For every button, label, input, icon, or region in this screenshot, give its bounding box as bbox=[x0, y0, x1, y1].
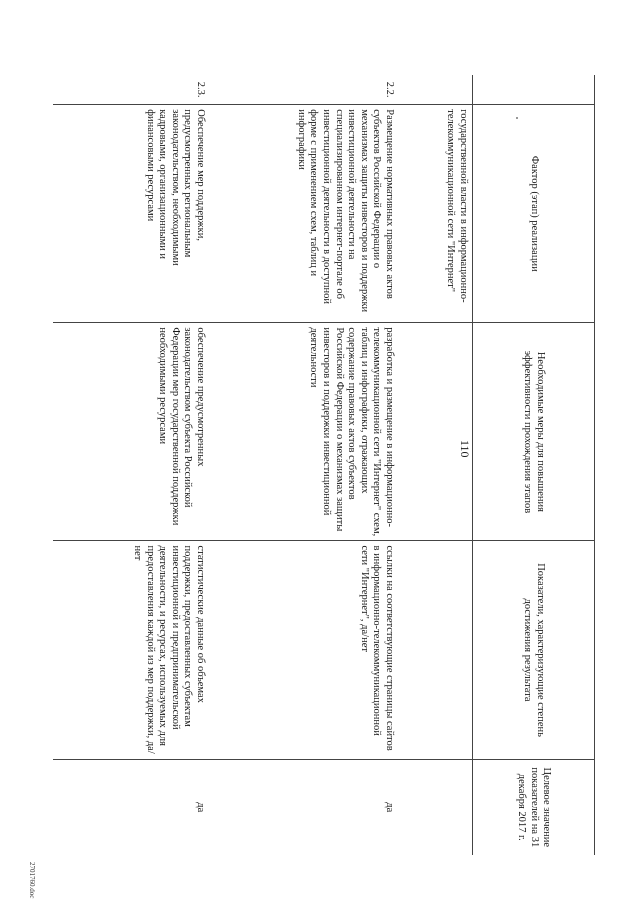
row-factor: государственной власти в информационно-телекоммуникационной сети "Интернет" bbox=[398, 105, 473, 323]
header-target: Целевое значение показателей на 31 декабря 2017 г. bbox=[473, 759, 595, 855]
row-target bbox=[398, 759, 473, 855]
table-header-row bbox=[473, 75, 595, 855]
row-indicators: ссылки на соответствующие страницы сайтов в информационно-телекоммуникационной сети "Интернет", да/нет bbox=[209, 541, 398, 759]
row-number: 2.2. bbox=[384, 81, 395, 98]
header-indicators: Показатели, характеризующие степень достижения результата bbox=[473, 541, 595, 759]
row-measures: обеспечение предусмотренных законодательством субъекта Российской Федерации мер государственной поддержки необходимыми ресурсами bbox=[53, 323, 209, 541]
page-number: 110 bbox=[458, 440, 472, 458]
row-indicators bbox=[398, 541, 473, 759]
row-measures bbox=[398, 323, 473, 541]
row-number bbox=[398, 75, 473, 105]
header-number bbox=[473, 75, 595, 105]
row-factor: Обеспечение мер поддержки, предусмотренных региональным законодательством, необходимыми кадровыми, организационными и финансовыми ресурсами bbox=[53, 105, 209, 323]
footer-filename: 2701760.doc bbox=[28, 862, 36, 899]
table-row bbox=[209, 75, 398, 855]
header-factor: Фактор (этап) реализации bbox=[473, 105, 595, 323]
row-target: да bbox=[53, 759, 209, 855]
table-row bbox=[398, 75, 473, 855]
row-factor: Размещение нормативных правовых актов субъектов Российской Федерации о механизмах защиты инвесторов и поддержки инвестиционной деятельности на специализированном интернет-портале об инвестиционной деятельности в доступной форме с применением схем, таблиц и инфографики bbox=[209, 105, 398, 323]
row-measures: разработка и размещение в информационно-телекоммуникационной сети "Интернет" схем, таблиц и инфографики, отражающих содержание правовых актов субъектов Российской Федерации о механизмах защиты инвесторов и поддержки инвестиционной деятельности bbox=[209, 323, 398, 541]
row-indicators: статистические данные об объемах поддержки, предоставленных субъектам инвестиционной и предпринимательской деятельности, и ресурсах, используемых для предоставления каждой из мер поддержки, да/нет bbox=[53, 541, 209, 759]
row-number: 2.3. bbox=[195, 81, 206, 98]
measures-table bbox=[53, 75, 595, 855]
table-row bbox=[53, 75, 209, 855]
header-measures: Необходимые меры для повышения эффективности прохождения этапов bbox=[473, 323, 595, 541]
row-target: да bbox=[209, 759, 398, 855]
